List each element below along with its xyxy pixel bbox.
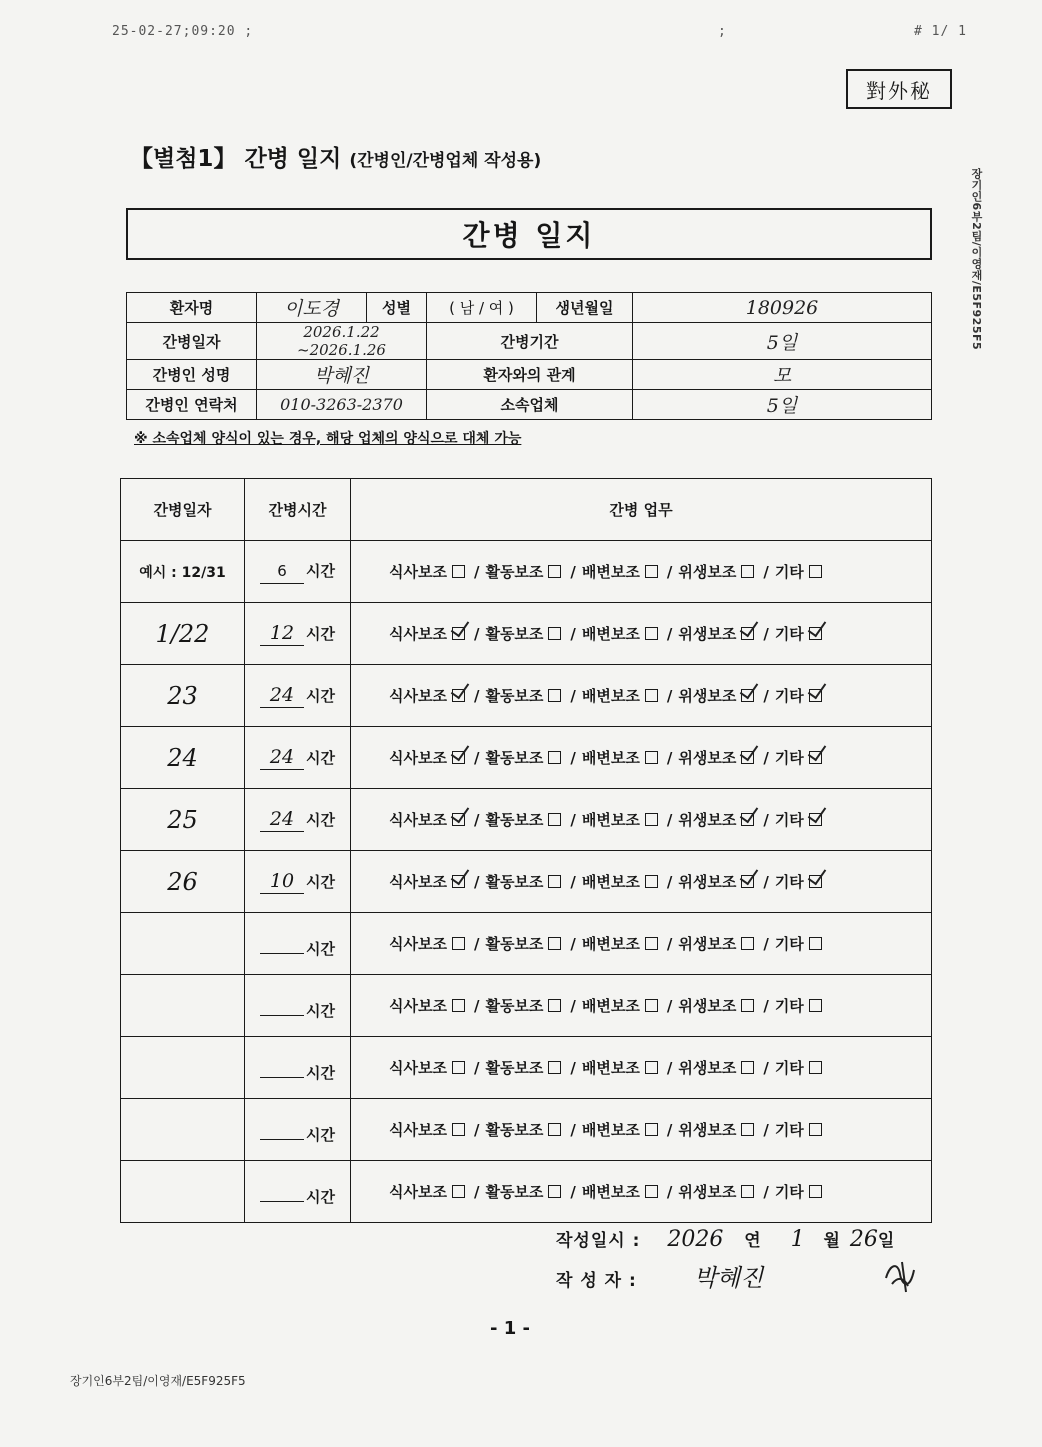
written-month: 1 — [790, 1227, 805, 1252]
duty-separator: / — [763, 687, 769, 705]
duty-separator: / — [473, 625, 480, 643]
patient-info-table — [126, 292, 932, 420]
duty-label: 배변보조 — [581, 935, 640, 953]
duty-label: 위생보조 — [678, 811, 737, 829]
duty-checkbox[interactable] — [809, 937, 822, 950]
company-label: 소속업체 — [427, 390, 633, 420]
care-log-row — [121, 541, 932, 603]
fax-header-timestamp: 25-02-27;09:20 ; — [112, 24, 254, 39]
duty-checkbox[interactable] — [809, 1123, 822, 1136]
care-log-duties — [351, 789, 932, 851]
duty-separator: / — [570, 563, 576, 581]
caregiver-name-value: 박혜진 — [257, 360, 427, 390]
duty-label: 배변보조 — [581, 563, 640, 581]
duty-separator: / — [570, 749, 576, 767]
duty-checkbox[interactable] — [452, 689, 465, 702]
duty-label: 배변보조 — [581, 687, 640, 705]
care-log-row — [121, 727, 932, 789]
duty-separator: / — [666, 625, 673, 643]
header-care-duties: 간병 업무 — [351, 479, 932, 541]
duty-label: 식사보조 — [389, 1059, 447, 1077]
duty-separator: / — [473, 811, 480, 829]
duty-checkbox[interactable] — [452, 813, 465, 826]
patient-name-label: 환자명 — [127, 293, 257, 323]
written-year-unit: 연 — [744, 1231, 762, 1251]
header-care-hours: 간병시간 — [245, 479, 351, 541]
care-log-hours — [245, 541, 351, 603]
care-log-date — [121, 851, 245, 913]
relation-value: 모 — [633, 360, 932, 390]
caregiver-phone-value: 010-3263-2370 — [257, 390, 427, 420]
duty-separator: / — [570, 873, 576, 891]
duty-separator: / — [473, 997, 480, 1015]
care-log-hours — [245, 603, 351, 665]
duty-separator: / — [570, 1121, 576, 1139]
care-log-hours-value: 6 — [260, 559, 304, 584]
duty-checkbox[interactable] — [452, 937, 465, 950]
duty-label: 식사보조 — [389, 625, 447, 643]
duty-label: 위생보조 — [678, 563, 737, 581]
duty-checkbox[interactable] — [809, 1185, 822, 1198]
duty-separator: / — [570, 1183, 576, 1201]
care-log-duties — [351, 1099, 932, 1161]
duty-checkbox[interactable] — [645, 937, 658, 950]
duty-checkbox[interactable] — [548, 875, 561, 888]
duty-checkbox[interactable] — [452, 1185, 465, 1198]
care-log-duties — [351, 603, 932, 665]
duty-separator: / — [763, 935, 769, 953]
duty-separator: / — [666, 1059, 673, 1077]
care-log-hours-unit: 시간 — [306, 749, 335, 767]
care-log-date — [121, 603, 245, 665]
duty-checkbox[interactable] — [645, 689, 658, 702]
duty-separator: / — [763, 625, 769, 643]
duty-checkbox[interactable] — [809, 875, 822, 888]
duty-label: 기타 — [774, 811, 804, 829]
duty-separator: / — [473, 687, 480, 705]
duty-separator: / — [763, 1059, 769, 1077]
duty-label: 배변보조 — [581, 749, 640, 767]
duty-label: 활동보조 — [485, 1121, 544, 1139]
duty-checkbox[interactable] — [645, 875, 658, 888]
duty-label: 식사보조 — [389, 749, 447, 767]
care-log-hours-value — [260, 991, 304, 1016]
duty-label: 활동보조 — [485, 873, 544, 891]
care-log-hours-unit: 시간 — [306, 625, 335, 643]
care-log-hours-value: 24 — [260, 683, 304, 708]
care-log-hours-unit: 시간 — [306, 687, 335, 705]
duty-label: 배변보조 — [581, 625, 640, 643]
signature-mark-icon — [880, 1256, 920, 1296]
care-log-duties — [351, 1161, 932, 1223]
care-log-hours — [245, 1099, 351, 1161]
duty-label: 활동보조 — [485, 997, 544, 1015]
duty-label: 배변보조 — [581, 1183, 640, 1201]
duty-separator: / — [666, 811, 673, 829]
duty-checkbox[interactable] — [645, 999, 658, 1012]
care-log-hours-value — [260, 1177, 304, 1202]
written-day-unit: 일 — [877, 1231, 896, 1251]
duty-label: 활동보조 — [485, 749, 544, 767]
care-log-row — [121, 851, 932, 913]
written-day: 26 — [849, 1227, 878, 1252]
duty-checkbox[interactable] — [548, 937, 561, 950]
care-log-hours-value: 12 — [260, 621, 304, 646]
dob-label: 생년월일 — [537, 293, 633, 323]
duty-separator: / — [473, 563, 480, 581]
author-name: 박혜진 — [693, 1264, 764, 1292]
duty-separator: / — [570, 1059, 576, 1077]
duty-label: 배변보조 — [581, 997, 640, 1015]
written-month-unit: 월 — [823, 1231, 841, 1251]
duty-label: 식사보조 — [389, 873, 447, 891]
care-log-duties — [351, 1037, 932, 1099]
duty-label: 위생보조 — [678, 997, 737, 1015]
care-log-hours-value: 10 — [260, 869, 304, 894]
care-log-date — [121, 541, 245, 603]
form-substitution-note: ※ 소속업체 양식이 있는 경우, 해당 업체의 양식으로 대체 가능 — [134, 431, 522, 447]
relation-label: 환자와의 관계 — [427, 360, 633, 390]
duty-label: 위생보조 — [678, 687, 737, 705]
care-log-hours — [245, 1161, 351, 1223]
duty-separator: / — [473, 1121, 480, 1139]
care-log-hours-unit: 시간 — [306, 1001, 335, 1020]
duty-separator: / — [666, 1121, 673, 1139]
duty-checkbox[interactable] — [741, 999, 754, 1012]
care-log-table — [120, 478, 932, 1223]
care-log-row — [121, 913, 932, 975]
duty-label: 위생보조 — [678, 625, 737, 643]
duty-separator: / — [763, 997, 769, 1015]
duty-label: 기타 — [774, 873, 804, 891]
duty-separator: / — [570, 935, 576, 953]
duty-checkbox[interactable] — [645, 1123, 658, 1136]
duty-separator: / — [763, 811, 769, 829]
duty-label: 식사보조 — [389, 1183, 447, 1201]
duty-label: 배변보조 — [581, 1059, 640, 1077]
gender-label: 성별 — [367, 293, 427, 323]
care-log-date — [121, 1161, 245, 1223]
care-log-hours-unit: 시간 — [306, 1187, 335, 1206]
duty-checkbox[interactable] — [741, 1123, 754, 1136]
duty-label: 식사보조 — [389, 997, 447, 1015]
duty-checkbox[interactable] — [741, 937, 754, 950]
care-log-date-value: 23 — [167, 681, 198, 710]
care-log-hours-unit: 시간 — [306, 1063, 335, 1082]
care-dates-value: 2026.1.22 ~2026.1.26 — [257, 323, 427, 360]
care-log-date — [121, 665, 245, 727]
duty-separator: / — [570, 811, 576, 829]
care-log-hours-value — [260, 1115, 304, 1140]
gender-value: ( 남 / 여 ) — [427, 293, 537, 323]
duty-label: 기타 — [774, 687, 804, 705]
duty-label: 기타 — [774, 1183, 804, 1201]
duty-separator: / — [666, 997, 673, 1015]
duty-label: 활동보조 — [485, 935, 544, 953]
duty-checkbox[interactable] — [741, 627, 754, 640]
care-log-date — [121, 789, 245, 851]
duty-separator: / — [570, 997, 576, 1015]
duty-label: 위생보조 — [678, 749, 737, 767]
duty-label: 기타 — [774, 997, 804, 1015]
document-title-main: 【별첨1】 간병 일지 — [130, 146, 342, 172]
care-log-row — [121, 975, 932, 1037]
duty-label: 위생보조 — [678, 1059, 737, 1077]
duty-separator: / — [473, 935, 480, 953]
duty-checkbox[interactable] — [452, 1123, 465, 1136]
duty-checkbox[interactable] — [741, 1061, 754, 1074]
duty-label: 식사보조 — [389, 811, 447, 829]
duty-label: 식사보조 — [389, 1121, 447, 1139]
duty-checkbox[interactable] — [741, 565, 754, 578]
duty-label: 기타 — [774, 563, 804, 581]
duty-checkbox[interactable] — [452, 1061, 465, 1074]
duty-separator: / — [763, 749, 769, 767]
duty-separator: / — [473, 1059, 480, 1077]
duty-separator: / — [763, 1121, 769, 1139]
author — [556, 1258, 763, 1293]
duty-label: 위생보조 — [678, 873, 737, 891]
duty-separator: / — [570, 687, 576, 705]
bottom-document-code: 장기인6부2팀/이영재/E5F925F5 — [70, 1374, 246, 1388]
care-log-row — [121, 665, 932, 727]
duty-separator: / — [666, 563, 673, 581]
care-log-duties — [351, 541, 932, 603]
duty-separator: / — [473, 873, 480, 891]
caregiver-phone-label: 간병인 연락처 — [127, 390, 257, 420]
document-title — [130, 140, 541, 173]
written-date — [556, 1226, 895, 1252]
duty-label: 식사보조 — [389, 935, 447, 953]
duty-label: 활동보조 — [485, 563, 544, 581]
duty-checkbox[interactable] — [645, 565, 658, 578]
duty-checkbox[interactable] — [548, 627, 561, 640]
care-log-hours — [245, 665, 351, 727]
page-number: - 1 - — [490, 1318, 530, 1339]
duty-label: 배변보조 — [581, 811, 640, 829]
fax-header-separator: ; — [718, 24, 727, 39]
duty-label: 활동보조 — [485, 811, 544, 829]
duty-separator: / — [666, 687, 673, 705]
care-log-date-value: 예시 : 12/31 — [139, 564, 226, 581]
care-log-header-row — [121, 479, 932, 541]
duty-checkbox[interactable] — [741, 1185, 754, 1198]
duty-checkbox[interactable] — [548, 999, 561, 1012]
care-log-duties — [351, 975, 932, 1037]
care-log-hours-value: 24 — [260, 745, 304, 770]
care-log-duties — [351, 851, 932, 913]
care-period-value: 5일 — [633, 323, 932, 360]
duty-separator: / — [763, 563, 769, 581]
duty-checkbox[interactable] — [809, 751, 822, 764]
care-log-hours-unit: 시간 — [306, 873, 335, 891]
care-dates-label: 간병일자 — [127, 323, 257, 360]
duty-checkbox[interactable] — [645, 813, 658, 826]
duty-checkbox[interactable] — [548, 813, 561, 826]
duty-checkbox[interactable] — [809, 813, 822, 826]
duty-checkbox[interactable] — [548, 689, 561, 702]
duty-separator: / — [473, 749, 480, 767]
duty-label: 위생보조 — [678, 1183, 737, 1201]
duty-checkbox[interactable] — [548, 1061, 561, 1074]
care-log-hours-unit: 시간 — [306, 1125, 335, 1144]
care-log-hours — [245, 851, 351, 913]
care-log-duties — [351, 913, 932, 975]
duty-checkbox[interactable] — [452, 627, 465, 640]
care-log-hours-unit: 시간 — [306, 562, 335, 580]
care-log-row — [121, 1037, 932, 1099]
duty-label: 활동보조 — [485, 625, 544, 643]
duty-separator: / — [570, 625, 576, 643]
care-log-hours-value: 24 — [260, 807, 304, 832]
duty-separator: / — [666, 1183, 673, 1201]
duty-checkbox[interactable] — [452, 565, 465, 578]
duty-checkbox[interactable] — [809, 1061, 822, 1074]
care-log-date-value: 25 — [167, 805, 198, 834]
document-subtitle: (간병인/간병업체 작성용) — [349, 151, 542, 171]
dob-value: 180926 — [633, 293, 932, 323]
duty-checkbox[interactable] — [548, 751, 561, 764]
care-log-hours-value — [260, 1053, 304, 1078]
duty-checkbox[interactable] — [548, 1123, 561, 1136]
fax-header-page: # 1/ 1 — [914, 24, 967, 39]
header-care-date: 간병일자 — [121, 479, 245, 541]
care-log-date-value: 1/22 — [155, 619, 210, 648]
care-log-hours — [245, 727, 351, 789]
duty-checkbox[interactable] — [809, 627, 822, 640]
duty-checkbox[interactable] — [452, 999, 465, 1012]
care-log-hours — [245, 913, 351, 975]
care-log-date — [121, 727, 245, 789]
duty-label: 배변보조 — [581, 873, 640, 891]
duty-checkbox[interactable] — [809, 689, 822, 702]
duty-label: 활동보조 — [485, 687, 544, 705]
care-log-date-value: 26 — [167, 867, 198, 896]
duty-separator: / — [666, 749, 673, 767]
duty-label: 기타 — [774, 1121, 804, 1139]
care-log-row — [121, 1161, 932, 1223]
company-value: 5일 — [633, 390, 932, 420]
care-log-date — [121, 975, 245, 1037]
duty-checkbox[interactable] — [645, 627, 658, 640]
care-log-date — [121, 1037, 245, 1099]
care-log-row — [121, 1099, 932, 1161]
duty-checkbox[interactable] — [645, 1061, 658, 1074]
duty-label: 기타 — [774, 749, 804, 767]
duty-label: 기타 — [774, 625, 804, 643]
care-log-row — [121, 603, 932, 665]
duty-label: 활동보조 — [485, 1059, 544, 1077]
duty-checkbox[interactable] — [741, 751, 754, 764]
duty-separator: / — [763, 1183, 769, 1201]
duty-checkbox[interactable] — [809, 999, 822, 1012]
care-log-row — [121, 789, 932, 851]
duty-separator: / — [763, 873, 769, 891]
care-log-hours-unit: 시간 — [306, 811, 335, 829]
care-period-label: 간병기간 — [427, 323, 633, 360]
caregiver-name-label: 간병인 성명 — [127, 360, 257, 390]
duty-label: 기타 — [774, 1059, 804, 1077]
written-date-label: 작성일시 : — [556, 1231, 641, 1251]
care-log-hours — [245, 1037, 351, 1099]
duty-label: 기타 — [774, 935, 804, 953]
patient-name-value: 이도경 — [257, 293, 367, 323]
care-log-hours-value — [260, 929, 304, 954]
care-log-hours — [245, 789, 351, 851]
duty-label: 위생보조 — [678, 935, 737, 953]
written-year: 2026 — [667, 1227, 724, 1252]
duty-separator: / — [666, 873, 673, 891]
duty-separator: / — [473, 1183, 480, 1201]
care-log-duties — [351, 727, 932, 789]
duty-separator: / — [666, 935, 673, 953]
care-log-date — [121, 1099, 245, 1161]
duty-checkbox[interactable] — [741, 689, 754, 702]
duty-label: 활동보조 — [485, 1183, 544, 1201]
duty-checkbox[interactable] — [645, 751, 658, 764]
care-log-hours-unit: 시간 — [306, 939, 335, 958]
care-log-duties — [351, 665, 932, 727]
duty-checkbox[interactable] — [741, 813, 754, 826]
confidential-stamp: 對外秘 — [846, 69, 952, 109]
duty-checkbox[interactable] — [741, 875, 754, 888]
care-log-hours — [245, 975, 351, 1037]
duty-checkbox[interactable] — [548, 1185, 561, 1198]
duty-checkbox[interactable] — [645, 1185, 658, 1198]
care-log-date-value: 24 — [167, 743, 198, 772]
side-document-code: 장기인6부2팀/이영재/E5F925F5 — [970, 168, 983, 351]
duty-label: 위생보조 — [678, 1121, 737, 1139]
duty-label: 배변보조 — [581, 1121, 640, 1139]
duty-checkbox[interactable] — [452, 875, 465, 888]
duty-checkbox[interactable] — [809, 565, 822, 578]
duty-checkbox[interactable] — [452, 751, 465, 764]
form-title-box: 간병 일지 — [126, 208, 932, 260]
author-label: 작 성 자 : — [556, 1271, 637, 1291]
care-log-date — [121, 913, 245, 975]
duty-checkbox[interactable] — [548, 565, 561, 578]
duty-label: 식사보조 — [389, 687, 447, 705]
duty-label: 식사보조 — [389, 563, 447, 581]
